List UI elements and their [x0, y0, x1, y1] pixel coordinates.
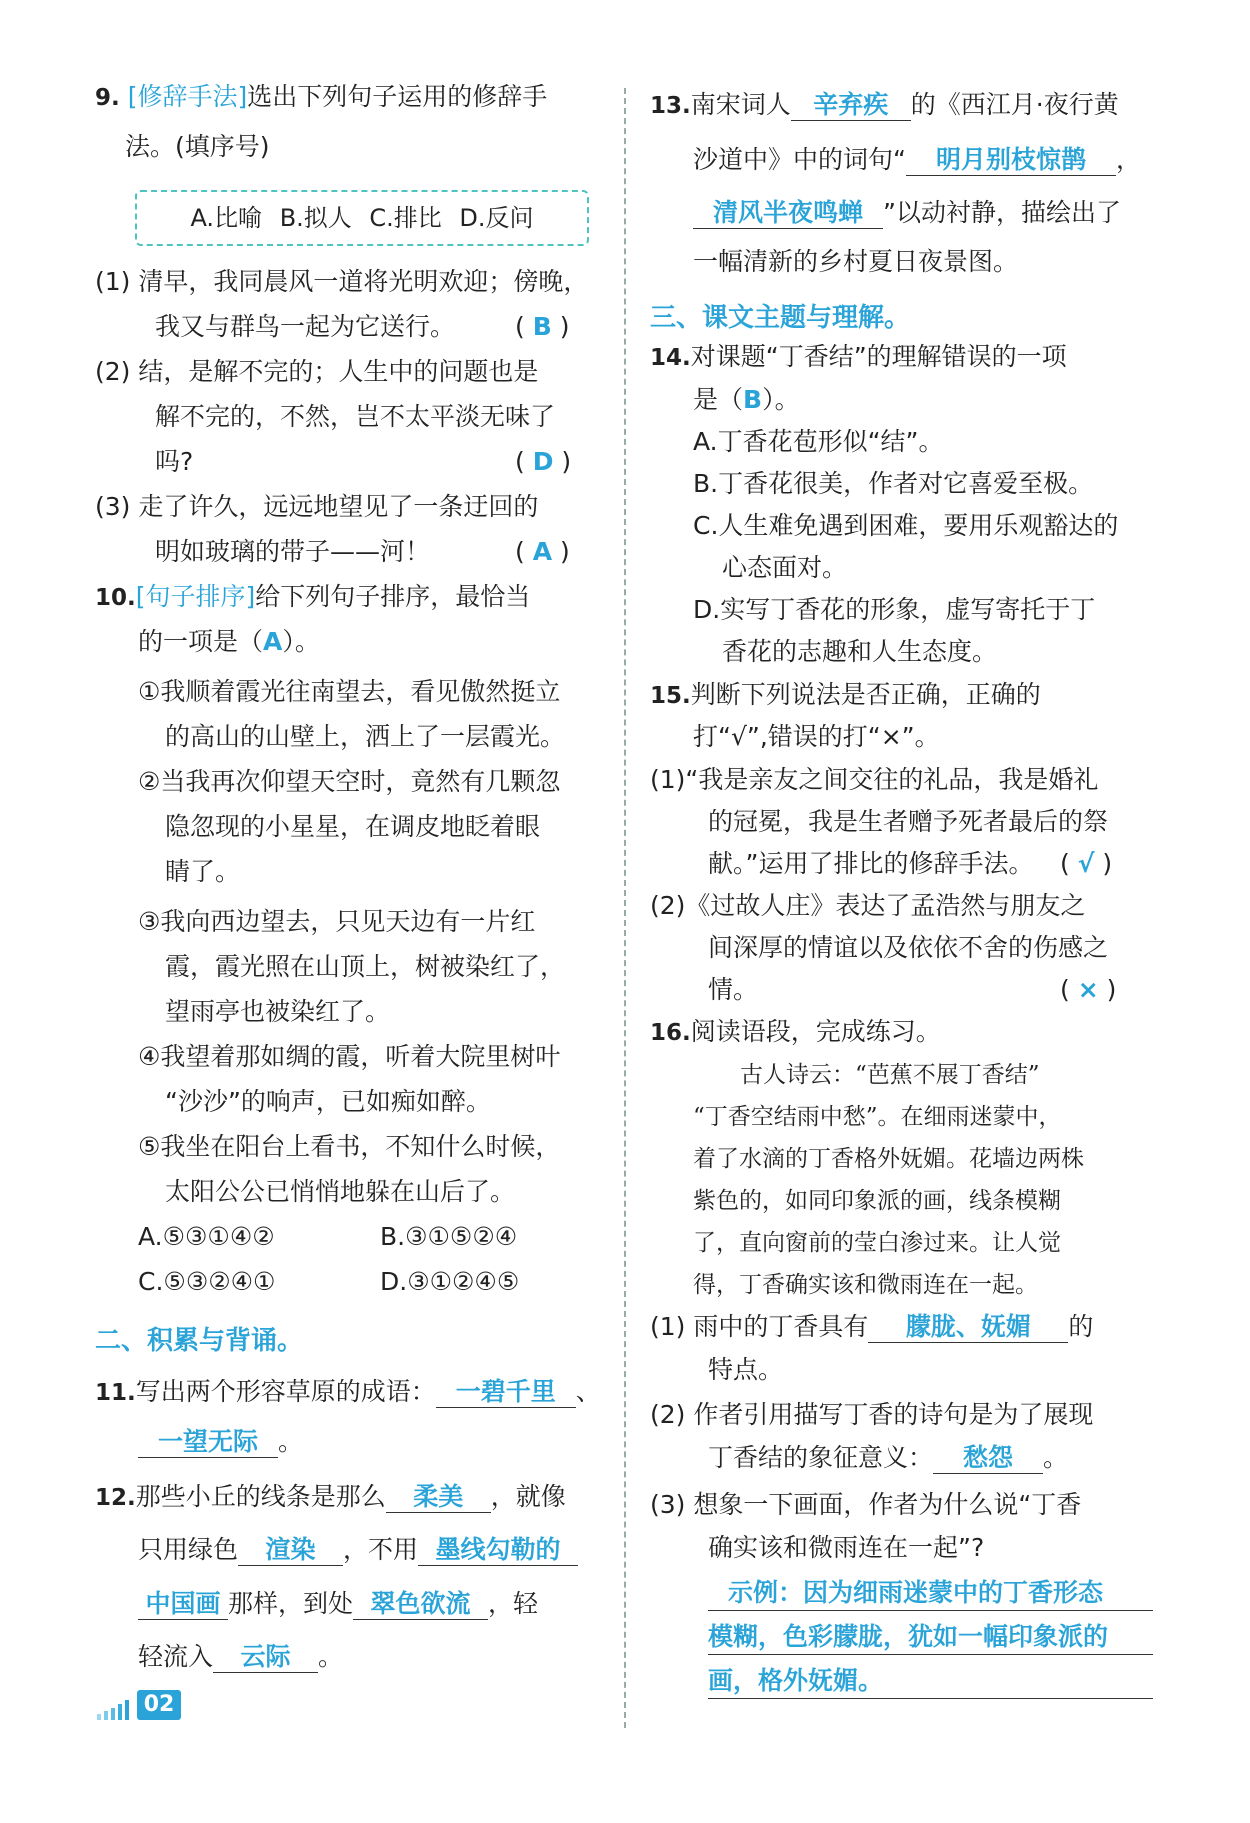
text: 南宋词人: [690, 90, 791, 119]
sentence-text: 吗?: [155, 447, 194, 476]
sentence-text: 献。”运用了排比的修辞手法。: [708, 849, 1034, 878]
question-text: [138, 625, 320, 659]
sentence-text: 的冠冕，我是生者赠予死者最后的祭: [708, 807, 1109, 836]
text: 、: [575, 1377, 601, 1406]
text: 沙道中》中的词句“: [693, 145, 906, 174]
sentence-text: (3) 想象一下画面，作者为什么说“丁香: [650, 1490, 1082, 1519]
question-number: 15.: [650, 683, 691, 709]
answer-value: B: [743, 385, 763, 414]
answer-blank: 柔美: [386, 1482, 491, 1513]
question-text: 打“√”,错误的打“×”。: [693, 722, 940, 751]
sentence-text: 望雨亭也被染红了。: [165, 997, 391, 1026]
sentence-text: (2) 作者引用描写丁香的诗句是为了展现: [650, 1400, 1094, 1429]
options-box: A.比喻 B.拟人 C.排比 D.反问: [135, 190, 589, 246]
text: 。: [278, 1427, 304, 1456]
text: ）。: [282, 627, 320, 656]
section-heading: 三、课文主题与理解。: [650, 303, 911, 333]
answer-text: 画，格外妩媚。: [708, 1664, 1153, 1699]
text: 的: [1068, 1312, 1094, 1341]
sentence-text: 睛了。: [165, 857, 241, 886]
question-text: 选出下列句子运用的修辞手: [247, 82, 548, 111]
sentence-text: (1) 清早，我同晨风一道将光明欢迎；傍晚，: [95, 267, 589, 296]
question-tag: [句子排序]: [135, 582, 256, 611]
answer-value: D: [532, 447, 554, 476]
question-text: 对课题“丁香结”的理解错误的一项: [690, 342, 1067, 371]
answer-value: B: [532, 312, 552, 341]
option-d-cont: 香花的志趣和人生态度。: [722, 637, 998, 666]
sentence-text: 解不完的，不然，岂不太平淡无味了: [155, 402, 556, 431]
passage-text: 了，直向窗前的莹白渗过来。让人觉: [693, 1230, 1061, 1256]
sentence-text: 霞，霞光照在山顶上，树被染红了，: [165, 952, 566, 981]
text: 是（: [693, 385, 744, 414]
page-number-label: 02: [137, 1690, 181, 1720]
sentence-text: 明如玻璃的带子——河！: [155, 537, 431, 566]
question-text: 一幅清新的乡村夏日夜景图。: [693, 247, 1019, 276]
sentence-text: ①我顺着霞光往南望去，看见傲然挺立: [138, 677, 561, 706]
answer-blank: 一碧千里: [436, 1377, 576, 1408]
question-number: 16.: [650, 1020, 691, 1046]
passage-text: 得，丁香确实该和微雨连在一起。: [693, 1272, 1038, 1298]
question-text: 判断下列说法是否正确，正确的: [690, 680, 1041, 709]
sentence-text: 的高山的山壁上，洒上了一层霞光。: [165, 722, 566, 751]
answer-blank: 明月别枝惊鹊: [906, 145, 1116, 176]
text: ，轻: [488, 1589, 539, 1618]
text: ）。: [762, 385, 800, 414]
text: 轻流入: [138, 1642, 214, 1671]
option-a: A.丁香花苞形似“结”。: [693, 427, 944, 456]
passage-text: 古人诗云：“芭蕉不展丁香结”: [740, 1062, 1040, 1088]
question-number: 10.: [95, 585, 136, 611]
question-number: 11.: [95, 1380, 136, 1406]
passage-text: “丁香空结雨中愁”。在细雨迷蒙中，: [693, 1104, 1062, 1130]
option-b: B.③①⑤②④: [380, 1222, 518, 1251]
question-number: 14.: [650, 345, 691, 371]
signal-bars-icon: [95, 1698, 135, 1720]
answer-blank: 一望无际: [138, 1427, 278, 1458]
sentence-text: (3) 走了许久，远远地望见了一条迂回的: [95, 492, 539, 521]
answer-value: √: [1077, 849, 1095, 878]
sentence-text: ④我望着那如绸的霞，听着大院里树叶: [138, 1042, 561, 1071]
answer-blank: 墨线勾勒的: [418, 1535, 578, 1566]
page-number: [95, 1690, 185, 1720]
question-number: 13.: [650, 93, 691, 119]
text: ，不用: [343, 1535, 419, 1564]
sentence-text: 情。: [708, 975, 759, 1004]
sentence-text: ⑤我坐在阳台上看书，不知什么时候，: [138, 1132, 561, 1161]
text: 。: [1043, 1443, 1069, 1472]
sentence-text: 隐忽现的小星星，在调皮地眨着眼: [165, 812, 541, 841]
option-c: C.⑤③②④①: [138, 1267, 276, 1296]
question-text: 法。(填序号): [125, 132, 270, 161]
text: (1) 雨中的丁香具有: [650, 1312, 869, 1341]
question-text: 写出两个形容草原的成语：: [135, 1377, 436, 1406]
option-d: D.实写丁香花的形象，虚写寄托于丁: [693, 595, 1096, 624]
text: 那样，到处: [228, 1589, 354, 1618]
passage-text: 着了水滴的丁香格外妩媚。花墙边两株: [693, 1146, 1084, 1172]
sentence-text: 间深厚的情谊以及依依不舍的伤感之: [708, 933, 1109, 962]
sentence-text: ③我向西边望去，只见天边有一片红: [138, 907, 536, 936]
option-b: B.丁香花很美，作者对它喜爱至极。: [693, 469, 1094, 498]
answer-paren: ( B ): [515, 312, 570, 341]
sentence-text: (2)《过故人庄》表达了孟浩然与朋友之: [650, 891, 1086, 920]
option-a: A.⑤③①④②: [138, 1222, 275, 1251]
answer-blank: 朦胧、妩媚: [868, 1312, 1068, 1343]
answer-blank: 中国画: [138, 1589, 228, 1620]
answer-text: 模糊，色彩朦胧，犹如一幅印象派的: [708, 1620, 1153, 1655]
text: 只用绿色: [138, 1535, 239, 1564]
answer-blank: 辛弃疾: [791, 90, 911, 121]
question-text: 给下列句子排序，最恰当: [255, 582, 531, 611]
text: 丁香结的象征意义：: [708, 1443, 934, 1472]
text: 。: [318, 1642, 344, 1671]
answer-blank: 翠色欲流: [353, 1589, 488, 1620]
sentence-text: ②当我再次仰望天空时，竟然有几颗忽: [138, 767, 561, 796]
question-tag: [修辞手法]: [127, 82, 248, 111]
question-number: 9.: [95, 85, 120, 111]
question-number: 12.: [95, 1485, 136, 1511]
answer-paren: ( D ): [515, 447, 572, 476]
option-c: C.人生难免遇到困难，要用乐观豁达的: [693, 511, 1119, 540]
question-text: 阅读语段，完成练习。: [690, 1017, 941, 1046]
option-c-cont: 心态面对。: [722, 553, 848, 582]
section-heading: 二、积累与背诵。: [95, 1326, 304, 1356]
answer-value: A: [263, 627, 283, 656]
answer-value: A: [532, 537, 553, 566]
sentence-text: “沙沙”的响声，已如痴如醉。: [165, 1087, 491, 1116]
sentence-text: (1)“我是亲友之间交往的礼品，我是婚礼: [650, 765, 1099, 794]
option-d: D.③①②④⑤: [380, 1267, 520, 1296]
answer-paren: ( √ ): [1060, 849, 1113, 878]
answer-paren: ( × ): [1060, 975, 1117, 1004]
text: 的一项是（: [138, 627, 264, 656]
answer-value: ×: [1077, 975, 1099, 1004]
column-divider: [624, 88, 626, 1728]
answer-paren: ( A ): [515, 537, 570, 566]
question-text: 那些小丘的线条是那么: [135, 1482, 386, 1511]
answer-blank: 愁怨: [933, 1443, 1043, 1474]
answer-text: 示例：因为细雨迷蒙中的丁香形态: [708, 1576, 1153, 1611]
sentence-text: 太阳公公已悄悄地躲在山后了。: [165, 1177, 516, 1206]
text: ”以动衬静，描绘出了: [883, 198, 1121, 227]
sentence-text: 我又与群鸟一起为它送行。: [155, 312, 456, 341]
answer-blank: 清风半夜鸣蝉: [693, 198, 883, 229]
passage-text: 紫色的，如同印象派的画，线条模糊: [693, 1188, 1061, 1214]
text: 的《西江月·夜行黄: [910, 90, 1119, 119]
text: ，: [1115, 145, 1141, 174]
sentence-text: 特点。: [708, 1355, 784, 1384]
sentence-text: 确实该和微雨连在一起”?: [708, 1533, 985, 1562]
sentence-text: (2) 结，是解不完的；人生中的问题也是: [95, 357, 539, 386]
text: ，就像: [490, 1482, 566, 1511]
answer-blank: 云际: [213, 1642, 318, 1673]
answer-blank: 渲染: [238, 1535, 343, 1566]
